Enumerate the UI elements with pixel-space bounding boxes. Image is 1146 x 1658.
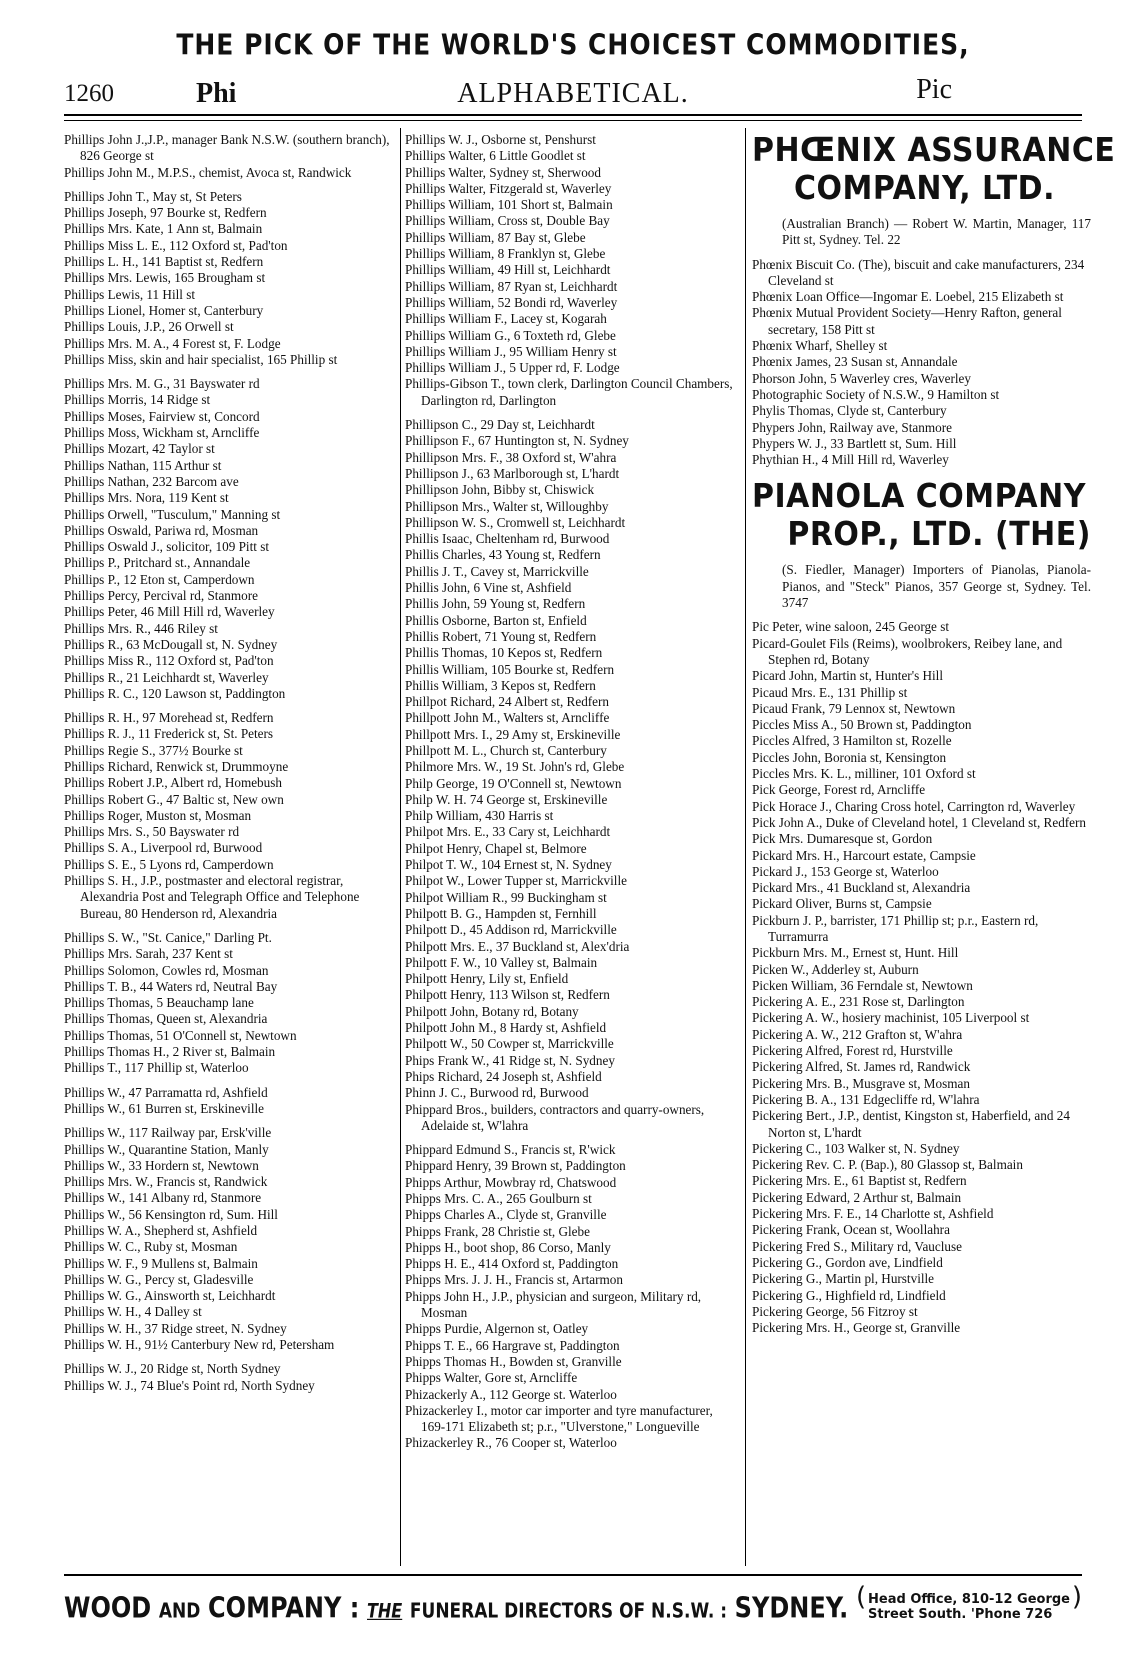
directory-entry: Philpott Henry, 113 Wilson st, Redfern <box>405 987 610 1003</box>
directory-column-3 <box>752 131 1116 1336</box>
directory-entry: Phillips Walter, 6 Little Goodlet st <box>405 148 586 164</box>
directory-entry: Phillips R. J., 11 Frederick st, St. Peters <box>64 726 274 742</box>
directory-entry: Pickering Mrs. E., 61 Baptist st, Redfern <box>752 1173 967 1189</box>
directory-entry: Pickering Mrs. F. E., 14 Charlotte st, Ashfield <box>752 1206 994 1222</box>
directory-entry: Phipps Walter, Gore st, Arncliffe <box>405 1370 578 1386</box>
directory-entry: Phillips William, 87 Bay st, Glebe <box>405 229 586 245</box>
directory-entry: Phipps John H., J.P., physician and surgeon, Military rd, Mosman <box>405 1288 702 1321</box>
directory-entry: Phillips Lewis, 11 Hill st <box>64 286 196 302</box>
directory-entry: Phillips Moses, Fairview st, Concord <box>64 408 260 424</box>
directory-entry: Pickering G., Gordon ave, Lindfield <box>752 1254 943 1270</box>
page-header <box>64 74 1082 116</box>
directory-entry: Phillips S. E., 5 Lyons rd, Camperdown <box>64 856 274 872</box>
directory-entry: Phillips Miss L. E., 112 Oxford st, Pad'ton <box>64 237 288 253</box>
directory-entry: Phillips W., 117 Railway par, Ersk'ville <box>64 1125 272 1141</box>
directory-entry: Phillips Joseph, 97 Bourke st, Redfern <box>64 205 267 221</box>
directory-entry: Phillis J. T., Cavey st, Marrickville <box>405 563 589 579</box>
directory-entry: Phillpott John M., Walters st, Arncliffe <box>405 710 610 726</box>
directory-entry: Phillips S. A., Liverpool rd, Burwood <box>64 840 263 856</box>
directory-entry: Phœnix Wharf, Shelley st <box>752 338 888 354</box>
directory-entry: Phillips R. H., 97 Morehead st, Redfern <box>64 710 274 726</box>
directory-entry: Phillips Walter, Sydney st, Sherwood <box>405 164 601 180</box>
directory-entry: Phylis Thomas, Clyde st, Canterbury <box>752 403 947 419</box>
directory-entry: Phillips P., 12 Eton st, Camperdown <box>64 571 255 587</box>
directory-entry: Phillipson John, Bibby st, Chiswick <box>405 482 595 498</box>
directory-entry: Phillis William, 105 Bourke st, Redfern <box>405 661 615 677</box>
directory-entry: Phillips Solomon, Cowles rd, Mosman <box>64 962 269 978</box>
directory-entry: Phippard Bros., builders, contractors and quarry-owners, Adelaide st, W'lahra <box>405 1101 705 1133</box>
directory-entry: Phillips W., 141 Albany rd, Stanmore <box>64 1190 262 1206</box>
directory-entry: Phillis William, 3 Kepos st, Redfern <box>405 677 596 693</box>
top-banner: THE PICK OF THE WORLD'S CHOICEST COMMODITIES, <box>176 27 970 62</box>
directory-entry: Phypers John, Railway ave, Stanmore <box>752 419 952 435</box>
directory-entry: Phipps Arthur, Mowbray rd, Chatswood <box>405 1174 617 1190</box>
directory-entry: Phillis Charles, 43 Young st, Redfern <box>405 547 601 563</box>
directory-entry: Phillips Oswald J., solicitor, 109 Pitt st <box>64 539 269 555</box>
ad-heading: COMPANY, LTD. <box>794 169 1055 208</box>
directory-entry: Phippard Edmund S., Francis st, R'wick <box>405 1142 616 1158</box>
directory-entry: Phillips John T., May st, St Peters <box>64 188 242 204</box>
directory-entry: Phœnix Loan Office—Ingomar E. Loebel, 215 Elizabeth st <box>752 289 1064 305</box>
directory-entry: Pickering A. E., 231 Rose st, Darlington <box>752 994 965 1010</box>
directory-entry: Phillips William, 49 Hill st, Leichhardt <box>405 262 611 278</box>
directory-entry: Phillips William J., 5 Upper rd, F. Lodge <box>405 360 620 376</box>
directory-entry: Phips Richard, 24 Joseph st, Ashfield <box>405 1068 602 1084</box>
header-rule <box>64 120 1082 121</box>
directory-entry: Phipps Frank, 28 Christie st, Glebe <box>405 1223 590 1239</box>
directory-entry: Phips Frank W., 41 Ridge st, N. Sydney <box>405 1052 615 1068</box>
directory-entry: Pickering A. W., 212 Grafton st, W'ahra <box>752 1026 963 1042</box>
directory-entry: Philpot T. W., 104 Ernest st, N. Sydney <box>405 857 612 873</box>
directory-entry: Pickard Mrs., 41 Buckland st, Alexandria <box>752 880 971 896</box>
column-divider <box>745 128 746 1566</box>
directory-entry: Philpott F. W., 10 Valley st, Balmain <box>405 954 598 970</box>
directory-entry: Phillips W., 56 Kensington rd, Sum. Hill <box>64 1206 278 1222</box>
directory-entry: Phillips W. A., Shepherd st, Ashfield <box>64 1223 258 1238</box>
directory-entry: Piccles Mrs. K. L., milliner, 101 Oxford st <box>752 766 976 782</box>
directory-entry: Pickering G., Highfield rd, Lindfield <box>752 1287 946 1303</box>
directory-entry: Phillips W. J., Osborne st, Penshurst <box>405 132 596 147</box>
directory-entry: Phillips Mrs. Kate, 1 Ann st, Balmain <box>64 221 263 237</box>
directory-entry: Philpot Mrs. E., 33 Cary st, Leichhardt <box>405 824 611 840</box>
directory-entry: Picken W., Adderley st, Auburn <box>752 961 919 977</box>
directory-entry: Phillips Walter, Fitzgerald st, Waverley <box>405 180 612 196</box>
directory-entry: Phillips Mrs. M. G., 31 Bayswater rd <box>64 376 260 392</box>
directory-entry: Pickburn J. P., barrister, 171 Phillip st; p.r., Eastern rd, Turramurra <box>752 912 1039 944</box>
directory-entry: Phillips Mrs. W., Francis st, Randwick <box>64 1174 268 1190</box>
directory-entry: Philpott John, Botany rd, Botany <box>405 1003 579 1019</box>
directory-entry: Phillips Mrs. Lewis, 165 Brougham st <box>64 270 266 286</box>
directory-entry: Pick George, Forest rd, Arncliffe <box>752 782 926 798</box>
directory-entry: Picaud Frank, 79 Lennox st, Newtown <box>752 700 956 716</box>
footer-word: AND <box>158 1599 201 1624</box>
directory-entry: Phillips William F., Lacey st, Kogarah <box>405 311 607 327</box>
directory-entry: Phillpott Mrs. I., 29 Amy st, Erskineville <box>405 726 621 742</box>
footer-address <box>856 1592 1082 1622</box>
directory-entry: Phipps T. E., 66 Hargrave st, Paddington <box>405 1337 620 1353</box>
directory-entry: Phillipson Mrs., Walter st, Willoughby <box>405 498 609 514</box>
directory-entry: Phippard Henry, 39 Brown st, Paddington <box>405 1158 626 1174</box>
directory-entry: Philmore Mrs. W., 19 St. John's rd, Glebe <box>405 759 625 775</box>
directory-entry: Pickering Alfred, Forest rd, Hurstville <box>752 1043 953 1059</box>
directory-entry: Pickering Bert., J.P., dentist, Kingston st, Haberfield, and 24 Norton st, L'hardt <box>752 1108 1070 1140</box>
directory-entry: Phillips Thomas, 51 O'Connell st, Newtown <box>64 1027 297 1043</box>
directory-entry: Pickering Fred S., Military rd, Vaucluse <box>752 1238 962 1254</box>
right-guide-word: Pic <box>916 74 952 105</box>
directory-entry: Pickering George, 56 Fitzroy st <box>752 1303 918 1319</box>
footer-word: WOOD <box>64 1591 152 1625</box>
footer-advert-text <box>64 1591 848 1625</box>
directory-entry: Phillips S. W., "St. Canice," Darling Pt. <box>64 929 272 945</box>
directory-entry: Phillips William, 8 Franklyn st, Glebe <box>405 246 606 262</box>
directory-entry: Phillips William J., 95 William Henry st <box>405 343 617 359</box>
directory-entry: Phizackerley I., motor car importer and tyre manufacturer, 169-171 Elizabeth st; p.r., "Ulverstone," Longueville <box>405 1402 713 1435</box>
footer-word: FUNERAL DIRECTORS OF N.S.W. : <box>409 1599 727 1624</box>
directory-entry: Pickering Rev. C. P. (Bap.), 80 Glassop st, Balmain <box>752 1157 1023 1173</box>
directory-entry: Phillips Thomas, Queen st, Alexandria <box>64 1011 268 1027</box>
directory-entry: Picard John, Martin st, Hunter's Hill <box>752 668 944 684</box>
directory-entry: Phillips Miss, skin and hair specialist, 165 Phillip st <box>64 351 338 367</box>
directory-list <box>752 619 1097 1336</box>
directory-entry: Phillips Orwell, "Tusculum," Manning st <box>64 506 281 522</box>
directory-entry: Phillips Moss, Wickham st, Arncliffe <box>64 425 260 441</box>
directory-column-2 <box>405 132 738 1452</box>
directory-entry: Phipps Mrs. C. A., 265 Goulburn st <box>405 1191 592 1206</box>
footer-word: SYDNEY. <box>734 1591 849 1625</box>
directory-entry: Phœnix James, 23 Susan st, Annandale <box>752 354 958 370</box>
directory-entry: Phizackerley R., 76 Cooper st, Waterloo <box>405 1435 617 1451</box>
directory-entry: Phillips P., Pritchard st., Annandale <box>64 555 251 571</box>
directory-entry: Phipps Purdie, Algernon st, Oatley <box>405 1321 589 1337</box>
directory-entry: Phillips Peter, 46 Mill Hill rd, Waverley <box>64 604 275 620</box>
directory-entry: Phillips John M., M.P.S., chemist, Avoca st, Randwick <box>64 164 352 180</box>
directory-entry: Philp W. H. 74 George st, Erskineville <box>405 791 608 807</box>
directory-entry: Phillips Richard, Renwick st, Drummoyne <box>64 758 289 774</box>
ad-text: (Australian Branch) — Robert W. Martin, Manager, 117 Pitt st, Sydney. Tel. 22 <box>782 216 1091 248</box>
footer-address-line: Street South. 'Phone 726 <box>868 1607 1053 1622</box>
page-number: 1260 <box>64 80 114 107</box>
directory-list <box>752 257 1097 469</box>
directory-entry: Pickering Frank, Ocean st, Woollahra <box>752 1222 950 1238</box>
directory-entry: Phillips Mrs. S., 50 Bayswater rd <box>64 824 240 840</box>
directory-entry: Phillips Thomas, 5 Beauchamp lane <box>64 995 254 1011</box>
directory-entry: Philp George, 19 O'Connell st, Newtown <box>405 775 622 791</box>
directory-entry: Piccles John, Boronia st, Kensington <box>752 749 947 765</box>
directory-entry: Phillips Mozart, 42 Taylor st <box>64 441 215 457</box>
directory-entry: Phillipson J., 63 Marlborough st, L'hardt <box>405 465 620 481</box>
footer-word: COMPANY : <box>208 1591 360 1625</box>
directory-entry: Phillips R., 21 Leichhardt st, Waverley <box>64 669 269 685</box>
directory-entry: Phillips Mrs. Nora, 119 Kent st <box>64 490 229 506</box>
directory-entry: Phillis Robert, 71 Young st, Redfern <box>405 628 597 644</box>
directory-entry: Phythian H., 4 Mill Hill rd, Waverley <box>752 452 949 468</box>
directory-entry: Philpott B. G., Hampden st, Fernhill <box>405 905 597 921</box>
directory-entry: Phillips S. H., J.P., postmaster and electoral registrar, Alexandria Post and Telegraph Office and Telephone Bureau, 80 Henderson rd, Alexandria <box>64 873 360 921</box>
directory-entry: Phillips R., 63 McDougall st, N. Sydney <box>64 636 278 652</box>
directory-entry: Pickering Mrs. B., Musgrave st, Mosman <box>752 1075 970 1091</box>
directory-entry: Phillips Regie S., 377½ Bourke st <box>64 742 243 758</box>
directory-entry: Photographic Society of N.S.W., 9 Hamilton st <box>752 386 1000 402</box>
directory-entry: Phillips W. H., 37 Ridge street, N. Sydney <box>64 1320 287 1336</box>
directory-entry: Philpot W., Lower Tupper st, Marrickville <box>405 873 627 889</box>
ad-heading: PIANOLA COMPANY <box>752 477 1086 517</box>
directory-entry: Picaud Mrs. E., 131 Phillip st <box>752 684 908 700</box>
directory-entry: Phillis Osborne, Barton st, Enfield <box>405 612 587 628</box>
directory-entry: Pick Horace J., Charing Cross hotel, Carrington rd, Waverley <box>752 798 1076 814</box>
directory-entry: Pic Peter, wine saloon, 245 George st <box>752 619 950 635</box>
left-guide-word: Phi <box>196 78 237 109</box>
directory-entry: Phillips W., 47 Parramatta rd, Ashfield <box>64 1084 268 1100</box>
directory-entry: Phillips W. H., 4 Dalley st <box>64 1304 202 1320</box>
directory-entry: Phillips John J.,J.P., manager Bank N.S.W. (southern branch), 826 George st <box>64 132 390 164</box>
directory-entry: Pick Mrs. Dumaresque st, Gordon <box>752 831 933 847</box>
footer-advert <box>64 1592 1082 1632</box>
ad-text: (S. Fiedler, Manager) Importers of Pianolas, Pianola-Pianos, and "Steck" Pianos, 357 George st, Sydney. Tel. 3747 <box>782 562 1091 611</box>
directory-entry: Phillips Nathan, 115 Arthur st <box>64 457 222 473</box>
directory-entry: Phipps Mrs. J. J. H., Francis st, Artarmon <box>405 1272 623 1288</box>
directory-entry: Phillips Mrs. R., 446 Riley st <box>64 620 218 636</box>
directory-entry: Phillips W. G., Ainsworth st, Leichhardt <box>64 1288 276 1304</box>
column-divider <box>400 128 401 1566</box>
directory-entry: Phillipson F., 67 Huntington st, N. Sydney <box>405 433 629 449</box>
directory-entry: Pickburn Mrs. M., Ernest st, Hunt. Hill <box>752 945 959 961</box>
directory-entry: Pickard Oliver, Burns st, Campsie <box>752 896 932 912</box>
directory-entry: Phillips W., 61 Burren st, Erskineville <box>64 1100 265 1116</box>
footer-address-line: ( Head Office, 810-12 George <box>868 1592 1070 1607</box>
directory-entry: Phillips Robert G., 47 Baltic st, New own <box>64 791 284 807</box>
directory-entry: Philpott W., 50 Cowper st, Marrickville <box>405 1036 614 1052</box>
directory-entry: Phillipson C., 29 Day st, Leichhardt <box>405 417 595 433</box>
directory-entry: Phillips-Gibson T., town clerk, Darlington Council Chambers, Darlington rd, Darlington <box>405 376 733 408</box>
directory-entry: Pickering C., 103 Walker st, N. Sydney <box>752 1140 960 1156</box>
directory-entry: Philp William, 430 Harris st <box>405 808 554 824</box>
directory-entry: Philpot Henry, Chapel st, Belmore <box>405 840 587 856</box>
directory-entry: Phipps H. E., 414 Oxford st, Paddington <box>405 1256 619 1272</box>
directory-entry: Phillips Mrs. M. A., 4 Forest st, F. Lodge <box>64 335 281 351</box>
directory-entry: Picard-Goulet Fils (Reims), woolbrokers, Reibey lane, and Stephen rd, Botany <box>752 635 1063 667</box>
directory-entry: Piccles Alfred, 3 Hamilton st, Rozelle <box>752 733 952 749</box>
directory-entry: Phillipson W. S., Cromwell st, Leichhardt <box>405 514 626 530</box>
directory-entry: Phillips W. J., 74 Blue's Point rd, North Sydney <box>64 1377 315 1393</box>
directory-entry: Phillpot Richard, 24 Albert st, Redfern <box>405 694 610 710</box>
directory-entry: Phillis Isaac, Cheltenham rd, Burwood <box>405 531 610 547</box>
footer-rule <box>64 1574 1082 1576</box>
directory-entry: Phillips T., 117 Phillip st, Waterloo <box>64 1060 249 1076</box>
directory-entry: Phillpott M. L., Church st, Canterbury <box>405 742 607 758</box>
directory-entry: Phillips William G., 6 Toxteth rd, Glebe <box>405 327 616 343</box>
directory-entry: Phillips W. F., 9 Mullens st, Balmain <box>64 1255 258 1271</box>
directory-entry: Phinn J. C., Burwood rd, Burwood <box>405 1085 589 1101</box>
directory-entry: Phillips Morris, 14 Ridge st <box>64 392 211 408</box>
directory-entry: Pickering G., Martin pl, Hurstville <box>752 1271 935 1287</box>
directory-entry: Phillips W., 33 Hordern st, Newtown <box>64 1157 259 1173</box>
directory-entry: Phillips T. B., 44 Waters rd, Neutral Bay <box>64 978 278 994</box>
directory-entry: Philpott Mrs. E., 37 Buckland st, Alex'dria <box>405 938 630 954</box>
directory-entry: Phipps H., boot shop, 86 Corso, Manly <box>405 1239 611 1255</box>
directory-entry: Pickering B. A., 131 Edgecliffe rd, W'lahra <box>752 1091 980 1107</box>
footer-word: THE <box>367 1599 403 1623</box>
directory-entry: Phillips William, 52 Bondi rd, Waverley <box>405 294 618 310</box>
directory-entry: Phillips William, 87 Ryan st, Leichhardt <box>405 278 618 294</box>
directory-entry: Phillips Percy, Percival rd, Stanmore <box>64 588 258 604</box>
directory-entry: Phillips Oswald, Pariwa rd, Mosman <box>64 522 259 538</box>
directory-entry: Phœnix Biscuit Co. (The), biscuit and cake manufacturers, 234 Cleveland st <box>752 256 1085 288</box>
directory-entry: Phillips W. G., Percy st, Gladesville <box>64 1271 254 1287</box>
directory-entry: Phillips Robert J.P., Albert rd, Homebush <box>64 775 282 791</box>
directory-entry: Phillips L. H., 141 Baptist st, Redfern <box>64 254 264 270</box>
directory-entry: Phillips William, 101 Short st, Balmain <box>405 197 613 213</box>
pianola-company-ad <box>752 478 1097 611</box>
directory-entry: Phillips R. C., 120 Lawson st, Paddington <box>64 685 286 701</box>
directory-entry: Phillips Nathan, 232 Barcom ave <box>64 473 239 489</box>
ad-heading: PROP., LTD. (THE) <box>787 515 1091 555</box>
directory-entry: Pickering A. W., hosiery machinist, 105 Liverpool st <box>752 1010 1030 1026</box>
directory-entry: Phillipson Mrs. F., 38 Oxford st, W'ahra <box>405 449 617 465</box>
directory-entry: Pickard J., 153 George st, Waterloo <box>752 863 939 879</box>
directory-entry: Pick John A., Duke of Cleveland hotel, 1 Cleveland st, Redfern <box>752 814 1087 830</box>
directory-entry: Philpot William R., 99 Buckingham st <box>405 889 607 905</box>
directory-entry: Pickard Mrs. H., Harcourt estate, Campsie <box>752 847 976 863</box>
directory-entry: Phillips W. C., Ruby st, Mosman <box>64 1239 238 1255</box>
directory-entry: Phipps Thomas H., Bowden st, Granville <box>405 1353 622 1369</box>
directory-entry: Phillips W. J., 20 Ridge st, North Sydney <box>64 1361 281 1377</box>
directory-entry: Picken William, 36 Ferndale st, Newtown <box>752 977 973 993</box>
directory-entry: Phillips Louis, J.P., 26 Orwell st <box>64 319 234 335</box>
directory-entry: Phillips Thomas H., 2 River st, Balmain <box>64 1044 276 1060</box>
ad-heading: PHŒNIX ASSURANCE <box>752 131 1116 170</box>
directory-entry: Phillips William, Cross st, Double Bay <box>405 213 610 229</box>
directory-entry: Phillis John, 6 Vine st, Ashfield <box>405 580 572 596</box>
directory-entry: Phillips W., Quarantine Station, Manly <box>64 1141 269 1157</box>
directory-entry: Phillips Roger, Muston st, Mosman <box>64 807 252 823</box>
section-title: ALPHABETICAL. <box>457 78 689 109</box>
directory-entry: Phillips W. H., 91½ Canterbury New rd, Petersham <box>64 1337 335 1353</box>
directory-column-1 <box>64 132 394 1394</box>
directory-entry: Phillips Lionel, Homer st, Canterbury <box>64 302 264 318</box>
directory-entry: Phillips Mrs. Sarah, 237 Kent st <box>64 946 233 962</box>
directory-entry: Pickering Edward, 2 Arthur st, Balmain <box>752 1189 962 1205</box>
directory-entry: Philpott John M., 8 Hardy st, Ashfield <box>405 1020 607 1036</box>
directory-entry: Phillis John, 59 Young st, Redfern <box>405 596 586 612</box>
directory-entry: Phipps Charles A., Clyde st, Granville <box>405 1207 607 1223</box>
directory-entry: Pickering Alfred, St. James rd, Randwick <box>752 1059 971 1075</box>
directory-entry: Phorson John, 5 Waverley cres, Waverley <box>752 370 971 386</box>
directory-entry: Phillips Miss R., 112 Oxford st, Pad'ton <box>64 653 274 669</box>
directory-entry: Phizackerly A., 112 George st. Waterloo <box>405 1386 617 1402</box>
directory-entry: Piccles Miss A., 50 Brown st, Paddington <box>752 717 972 733</box>
directory-entry: Pickering Mrs. H., George st, Granville <box>752 1320 961 1336</box>
directory-entry: Philpott D., 45 Addison rd, Marrickville <box>405 922 617 938</box>
directory-entry: Phillis Thomas, 10 Kepos st, Redfern <box>405 645 603 661</box>
directory-entry: Phœnix Mutual Provident Society—Henry Rafton, general secretary, 158 Pitt st <box>752 305 1062 337</box>
directory-entry: Philpott Henry, Lily st, Enfield <box>405 971 569 987</box>
directory-entry: Phypers W. J., 33 Bartlett st, Sum. Hill <box>752 435 957 451</box>
phoenix-assurance-ad <box>752 131 1116 249</box>
